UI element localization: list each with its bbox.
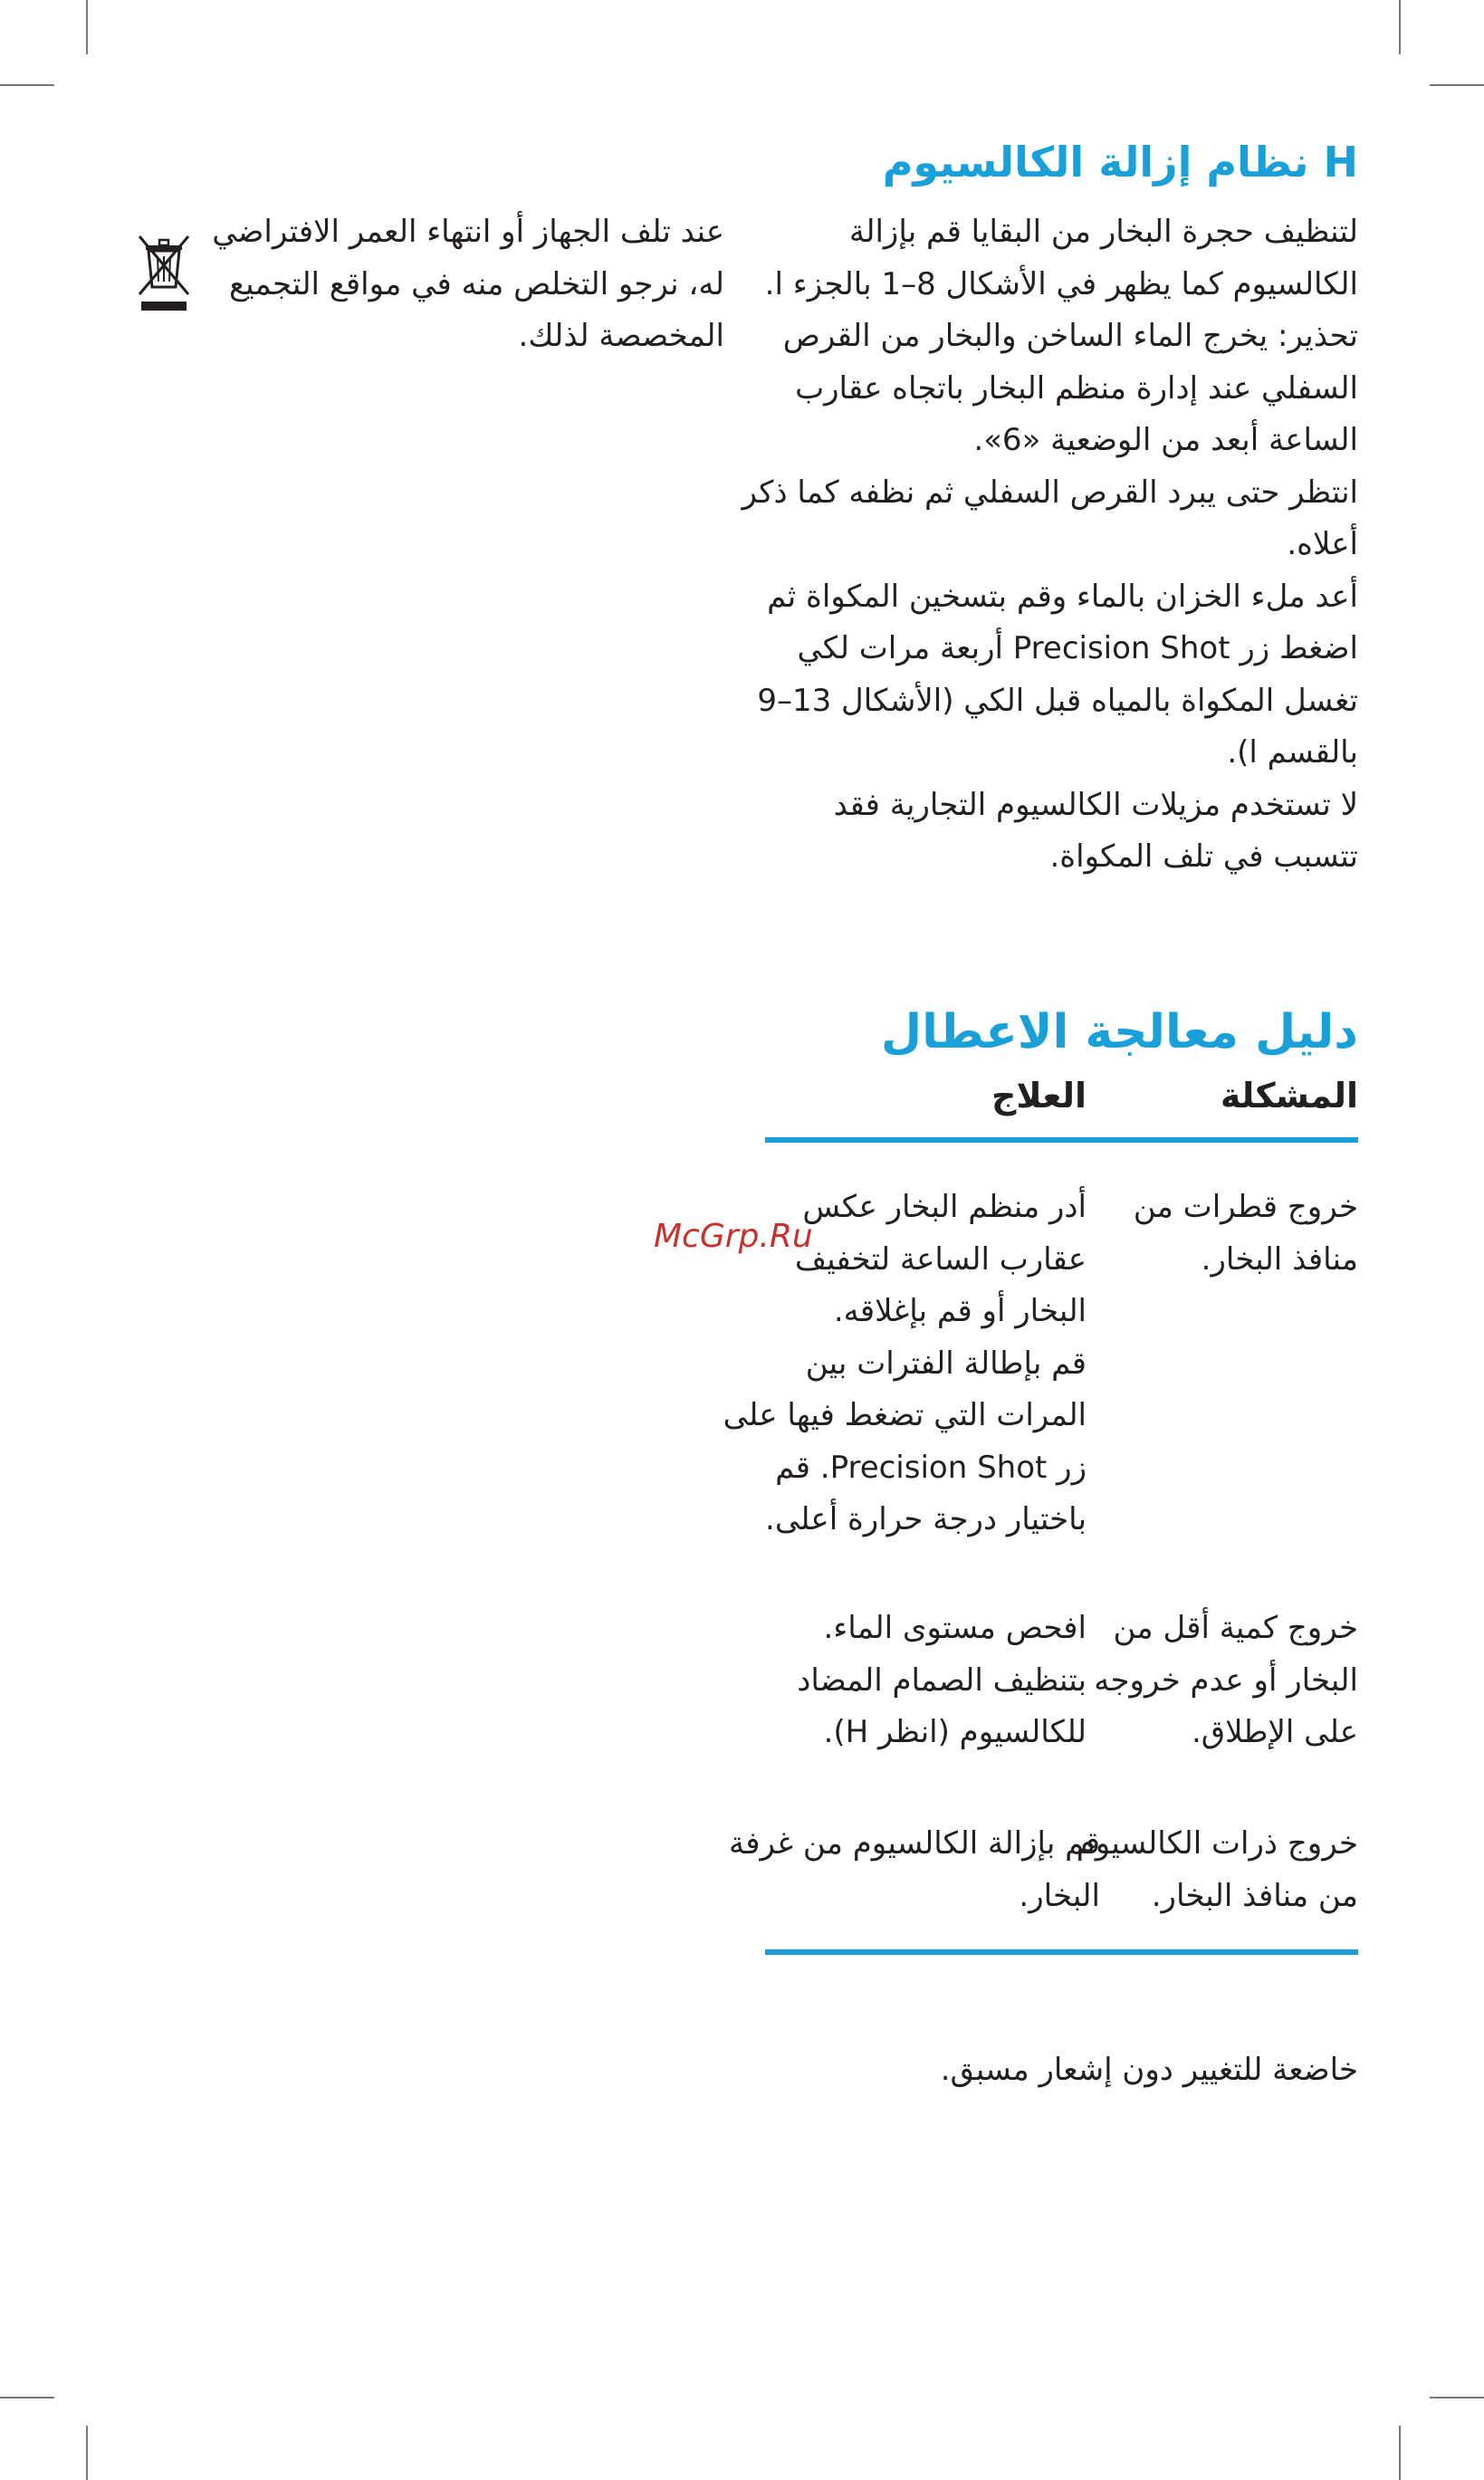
table-cell-line: قم بإطالة الفترات بين	[805, 1345, 1087, 1382]
section-h-line: أعلاه.	[1287, 526, 1358, 562]
section-h-line: أعد ملء الخزان بالماء وقم بتسخين المكواة ثم	[767, 578, 1358, 615]
disposal-text	[212, 206, 724, 363]
section-h-line: انتظر حتى يبرد القرص السفلي ثم نظفه كما ذكر	[742, 474, 1358, 511]
crop-mark-top-right-v	[1399, 0, 1401, 54]
table-cell-line: المرات التي تضغط فيها على	[723, 1397, 1087, 1433]
table-cell-line: البخار أو قم بإغلاقه.	[833, 1293, 1087, 1329]
table-row-3-solution	[728, 1818, 1100, 1922]
table-row-2-solution	[761, 1603, 1087, 1759]
table-cell-line: بتنظيف الصمام المضاد	[797, 1661, 1087, 1699]
crop-mark-bottom-left-h	[0, 2397, 54, 2399]
section-h-line: اضغط زر Precision Shot أربعة مرات لكي	[797, 630, 1358, 666]
table-cell-line: قم بإزالة الكالسيوم من غرفة	[728, 1825, 1100, 1862]
crop-mark-top-right-h	[1430, 84, 1484, 86]
table-cell-line: زر Precision Shot. قم	[775, 1449, 1087, 1486]
column-header-solution: العلاج	[991, 1076, 1087, 1116]
column-header-problem: المشكلة	[1220, 1076, 1358, 1116]
table-cell-line: البخار أو عدم خروجه	[1094, 1661, 1358, 1699]
section-h-line: السفلي عند إدارة منظم البخار باتجاه عقارب	[795, 369, 1358, 407]
table-row-1-problem	[1109, 1182, 1358, 1286]
table-cell-line: على الإطلاق.	[1191, 1714, 1358, 1750]
table-cell-line: افحص مستوى الماء.	[823, 1610, 1087, 1646]
table-top-rule	[765, 1137, 1358, 1143]
section-h-line: تغسل المكواة بالمياه قبل الكي (الأشكال 13–9	[757, 682, 1358, 719]
watermark: McGrp.Ru	[654, 1218, 813, 1255]
crop-mark-top-left-v	[86, 0, 88, 54]
crop-mark-bottom-right-v	[1399, 2426, 1401, 2480]
disposal-line: المخصصة لذلك.	[518, 318, 724, 354]
crop-mark-bottom-right-h	[1430, 2397, 1484, 2399]
disposal-line: له، نرجو التخلص منه في مواقع التجميع	[228, 265, 724, 302]
table-cell-line: خروج قطرات من	[1133, 1189, 1358, 1225]
table-cell-line: باختيار درجة حرارة أعلى.	[765, 1501, 1087, 1537]
crop-mark-bottom-left-v	[86, 2426, 88, 2480]
table-cell-line: خروج كمية أقل من	[1113, 1610, 1358, 1646]
section-h-line: الساعة أبعد من الوضعية «6».	[973, 422, 1358, 458]
crop-mark-top-left-h	[0, 84, 54, 86]
table-cell-line: للكالسيوم (انظر H).	[823, 1714, 1087, 1750]
section-h-line: لتنظيف حجرة البخار من البقايا قم بإزالة	[848, 214, 1358, 250]
section-h-line: لا تستخدم مزيلات الكالسيوم التجارية فقد	[833, 786, 1358, 823]
section-h-text	[742, 206, 1358, 884]
table-cell-line: خروج ذرات الكالسيوم	[1076, 1825, 1358, 1862]
table-row-3-problem	[1076, 1818, 1358, 1922]
footer-note: خاضعة للتغيير دون إشعار مسبق.	[940, 2052, 1358, 2088]
section-h-line: تحذير: يخرج الماء الساخن والبخار من القرص	[782, 318, 1358, 354]
troubleshooting-title: دليل معالجة الاعطال	[880, 1005, 1358, 1059]
table-bottom-rule	[765, 1949, 1358, 1955]
section-h-line: الكالسيوم كما يظهر في الأشكال 8–1 بالجزء ا.	[764, 265, 1358, 302]
section-h-line: تتسبب في تلف المكواة.	[1049, 838, 1358, 875]
table-cell-line: من منافذ البخار.	[1151, 1877, 1358, 1914]
table-cell-line: عقارب الساعة لتخفيف	[794, 1240, 1087, 1278]
table-cell-line: أدر منظم البخار عكس	[802, 1189, 1087, 1225]
disposal-line: عند تلف الجهاز أو انتهاء العمر الافتراضي	[212, 214, 724, 250]
section-h-title: H نظام إزالة الكالسيوم	[882, 138, 1358, 187]
table-row-2-problem	[1094, 1603, 1358, 1759]
table-cell-line: البخار.	[1019, 1877, 1100, 1914]
section-h-line: بالقسم ا).	[1227, 734, 1358, 771]
table-cell-line: منافذ البخار.	[1201, 1240, 1358, 1278]
crossed-bin-icon	[136, 231, 192, 312]
